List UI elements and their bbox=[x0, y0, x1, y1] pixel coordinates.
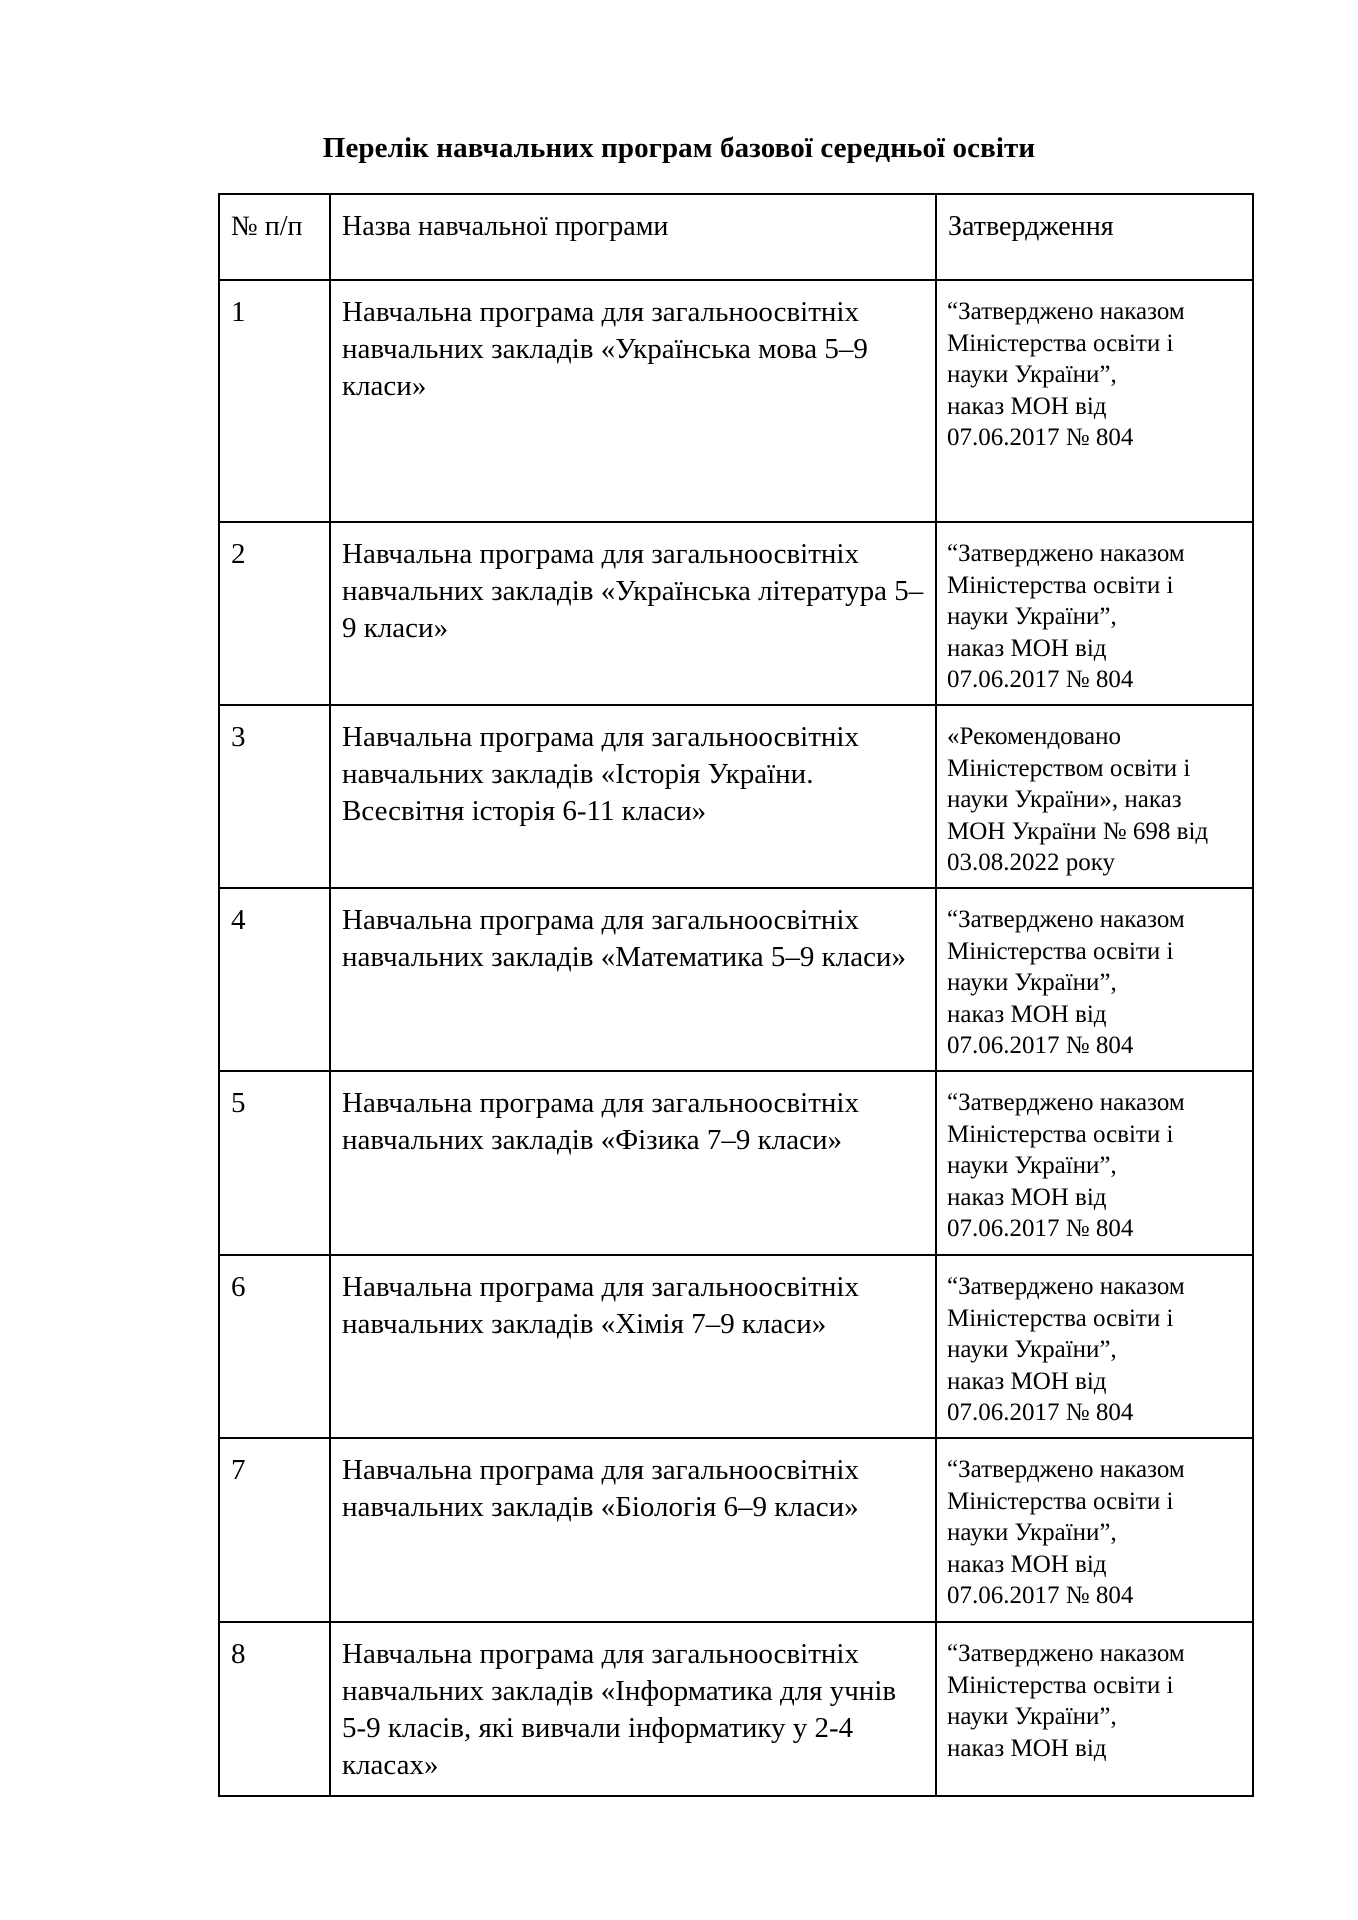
approval-line: науки України”, bbox=[947, 603, 1117, 630]
row-number: 7 bbox=[219, 1438, 330, 1622]
table-row bbox=[219, 522, 1253, 705]
approval-line: 03.08.2022 року bbox=[947, 849, 1116, 876]
approval-line: Міністерства освіти і bbox=[947, 1304, 1174, 1332]
header-program-name: Назва навчальної програми bbox=[330, 194, 936, 280]
approval-line: наказ МОН від bbox=[947, 1183, 1107, 1211]
programs-table bbox=[218, 193, 1254, 1797]
approval-line: наказ МОН від bbox=[947, 1000, 1107, 1028]
table-row bbox=[219, 1438, 1253, 1622]
table-row bbox=[219, 888, 1253, 1071]
approval-line: науки України”, bbox=[947, 969, 1117, 996]
approval-line: 07.06.2017 № 804 bbox=[947, 424, 1134, 451]
approval-info bbox=[936, 888, 1253, 1071]
row-number: 5 bbox=[219, 1071, 330, 1255]
row-number: 2 bbox=[219, 522, 330, 705]
approval-line: 07.06.2017 № 804 bbox=[947, 1399, 1134, 1426]
table-row bbox=[219, 1622, 1253, 1796]
approval-line: науки України», наказ bbox=[947, 786, 1182, 813]
approval-line: науки України”, bbox=[947, 1519, 1117, 1546]
approval-line: наказ МОН від bbox=[947, 634, 1107, 662]
table-row bbox=[219, 705, 1253, 888]
approval-line: “Затверджено наказом bbox=[947, 1456, 1185, 1483]
approval-line: Міністерства освіти і bbox=[947, 937, 1174, 965]
approval-line: “Затверджено наказом bbox=[947, 906, 1185, 933]
approval-info bbox=[936, 280, 1253, 522]
header-approval: Затвердження bbox=[936, 194, 1253, 280]
approval-line: Міністерства освіти і bbox=[947, 1671, 1174, 1699]
approval-line: науки України”, bbox=[947, 1336, 1117, 1363]
approval-line: Міністерства освіти і bbox=[947, 571, 1174, 599]
approval-line: науки України”, bbox=[947, 1152, 1117, 1179]
approval-info bbox=[936, 1255, 1253, 1438]
program-name: Навчальна програма для загальноосвітніх навчальних закладів «Хімія 7–9 класи» bbox=[330, 1255, 936, 1438]
approval-line: “Затверджено наказом bbox=[947, 298, 1185, 325]
program-name: Навчальна програма для загальноосвітніх навчальних закладів «Фізика 7–9 класи» bbox=[330, 1071, 936, 1255]
approval-line: “Затверджено наказом bbox=[947, 1273, 1185, 1300]
approval-info bbox=[936, 1438, 1253, 1622]
approval-line: наказ МОН від bbox=[947, 392, 1107, 420]
row-number: 3 bbox=[219, 705, 330, 888]
approval-line: Міністерства освіти і bbox=[947, 329, 1174, 357]
table-header-row bbox=[219, 194, 1253, 280]
approval-line: науки України”, bbox=[947, 1703, 1117, 1730]
approval-info bbox=[936, 1071, 1253, 1255]
row-number: 1 bbox=[219, 280, 330, 522]
approval-line: науки України”, bbox=[947, 361, 1117, 388]
approval-info bbox=[936, 1622, 1253, 1796]
approval-line: наказ МОН від bbox=[947, 1550, 1107, 1578]
program-name: Навчальна програма для загальноосвітніх навчальних закладів «Українська мова 5–9 класи» bbox=[330, 280, 936, 522]
approval-line: наказ МОН від bbox=[947, 1734, 1107, 1762]
header-number: № п/п bbox=[219, 194, 330, 280]
approval-line: Міністерства освіти і bbox=[947, 1487, 1174, 1515]
approval-line: 07.06.2017 № 804 bbox=[947, 666, 1134, 693]
approval-line: “Затверджено наказом bbox=[947, 540, 1185, 567]
table-row bbox=[219, 1255, 1253, 1438]
document-title: Перелік навчальних програм базової середньої освіти bbox=[322, 132, 1036, 164]
row-number: 4 bbox=[219, 888, 330, 1071]
table-row bbox=[219, 1071, 1253, 1255]
approval-info bbox=[936, 705, 1253, 888]
approval-line: МОН України № 698 від bbox=[947, 817, 1209, 845]
approval-line: “Затверджено наказом bbox=[947, 1089, 1185, 1116]
approval-line: “Затверджено наказом bbox=[947, 1640, 1185, 1667]
approval-line: «Рекомендовано bbox=[947, 723, 1122, 750]
row-number: 8 bbox=[219, 1622, 330, 1796]
approval-line: Міністерства освіти і bbox=[947, 1120, 1174, 1148]
approval-line: 07.06.2017 № 804 bbox=[947, 1582, 1134, 1609]
program-name: Навчальна програма для загальноосвітніх навчальних закладів «Математика 5–9 класи» bbox=[330, 888, 936, 1071]
approval-line: 07.06.2017 № 804 bbox=[947, 1032, 1134, 1059]
program-name: Навчальна програма для загальноосвітніх навчальних закладів «Українська література 5–9 класи» bbox=[330, 522, 936, 705]
program-name: Навчальна програма для загальноосвітніх навчальних закладів «Історія України. Всесвітня історія 6-11 класи» bbox=[330, 705, 936, 888]
approval-info bbox=[936, 522, 1253, 705]
approval-line: 07.06.2017 № 804 bbox=[947, 1215, 1134, 1242]
approval-line: наказ МОН від bbox=[947, 1367, 1107, 1395]
program-name: Навчальна програма для загальноосвітніх навчальних закладів «Біологія 6–9 класи» bbox=[330, 1438, 936, 1622]
approval-line: Міністерством освіти і bbox=[947, 754, 1191, 782]
table-row bbox=[219, 280, 1253, 522]
program-name: Навчальна програма для загальноосвітніх навчальних закладів «Інформатика для учнів 5-9 класів, які вивчали інформатику у 2-4 класах» bbox=[330, 1622, 936, 1796]
row-number: 6 bbox=[219, 1255, 330, 1438]
